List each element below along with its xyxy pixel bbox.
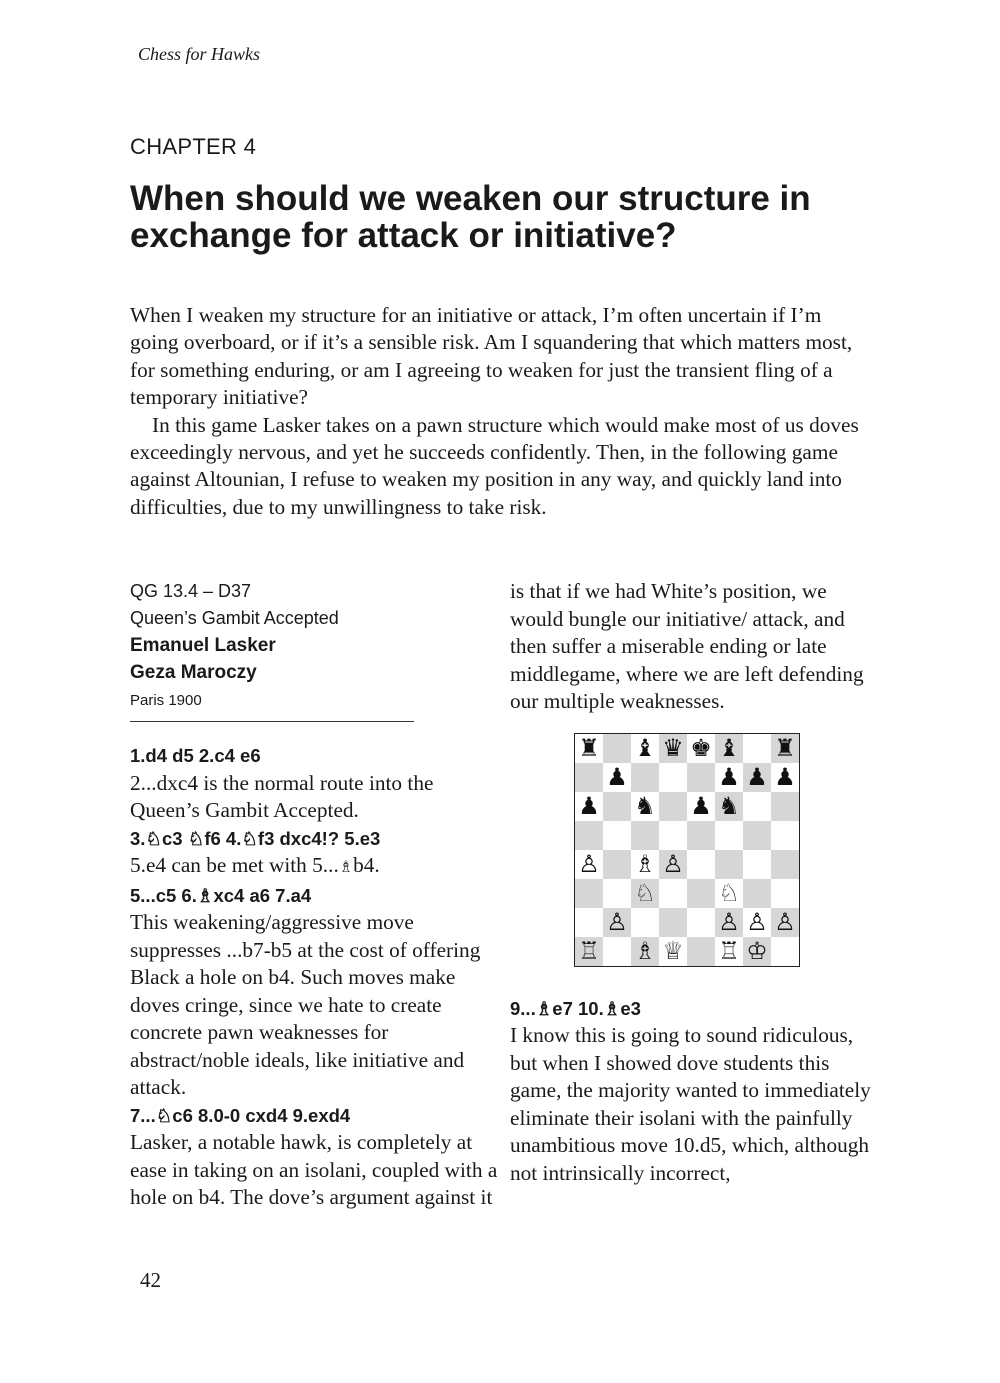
move-line: 7...♘c6 8.0-0 cxd4 9.exd4 [130,1104,351,1126]
square-g3 [743,879,771,908]
event-location: Paris 1900 [130,692,202,709]
square-g7: ♟ [743,763,771,792]
square-h1 [771,937,799,966]
square-f7: ♟ [715,763,743,792]
square-f4 [715,850,743,879]
square-g6 [743,792,771,821]
square-f3: ♘ [715,879,743,908]
square-g8 [743,734,771,763]
square-a5 [575,821,603,850]
square-c5 [631,821,659,850]
game-code: QG 13.4 – D37 [130,581,252,601]
square-e6: ♟ [687,792,715,821]
move-line: 1.d4 d5 2.c4 e6 [130,745,261,766]
square-g1: ♔ [743,937,771,966]
square-b8 [603,734,631,763]
chapter-title-line1: When should we weaken our structure in [130,179,811,218]
square-b5 [603,821,631,850]
square-c4: ♗ [631,850,659,879]
square-f8: ♝ [715,734,743,763]
square-a2 [575,908,603,937]
move-comment: I know this is going to sound ridiculous, but when I showed dove students this game, the majority wanted to immediately eliminate their isolani with the painfully unambitious move 10.d5, which, although not intrinsically incorrect, [510,1023,871,1185]
square-e2 [687,908,715,937]
square-a7 [575,763,603,792]
square-e4 [687,850,715,879]
black-player: Geza Maroczy [130,662,257,683]
white-player: Emanuel Lasker [130,635,276,656]
square-d2 [659,908,687,937]
square-b3 [603,879,631,908]
chapter-title [130,180,890,254]
move-line: 3.♘c3 ♘f6 4.♘f3 dxc4!? 5.e3 [130,827,381,849]
square-b4 [603,850,631,879]
square-f6: ♞ [715,792,743,821]
square-c6: ♞ [631,792,659,821]
square-d8: ♛ [659,734,687,763]
square-h8: ♜ [771,734,799,763]
square-a1: ♖ [575,937,603,966]
move-comment: This weakening/aggressive move suppresses ...b7-b5 at the cost of offering Black a hole on b4. Such moves make doves cringe, since we hate to create concrete pawn weaknesses for abstract/noble ideals, like initiative and attack. [130,910,481,1099]
chapter-title-line2: exchange for attack or initiative? [130,216,677,255]
square-b1 [603,937,631,966]
move-comment [130,852,502,882]
square-h2: ♙ [771,908,799,937]
square-b2: ♙ [603,908,631,937]
square-e5 [687,821,715,850]
square-c3: ♘ [631,879,659,908]
square-e8: ♚ [687,734,715,763]
square-f5 [715,821,743,850]
square-d3 [659,879,687,908]
square-g4 [743,850,771,879]
square-d7 [659,763,687,792]
intro-paragraph-1: When I weaken my structure for an initiative or attack, I’m often uncertain if I’m going overboard, or if it’s a sensible risk. Am I squandering that which matters most, for something enduring, or am I agreeing to weaken for just the transient fling of a temporary initiative? [130,303,853,410]
square-h5 [771,821,799,850]
square-g5 [743,821,771,850]
square-a3 [575,879,603,908]
square-e7 [687,763,715,792]
square-b6 [603,792,631,821]
left-column [130,578,502,1212]
square-b7: ♟ [603,763,631,792]
square-h3 [771,879,799,908]
page-number: 42 [140,1268,161,1292]
square-f1: ♖ [715,937,743,966]
chess-diagram [574,733,882,967]
square-c1: ♗ [631,937,659,966]
square-a4: ♙ [575,850,603,879]
square-d6 [659,792,687,821]
square-c7 [631,763,659,792]
move-comment: Lasker, a notable hawk, is completely at ease in taking on an isolani, coupled with a hole on b4. The dove’s argument against it [130,1130,498,1209]
divider-rule [130,721,414,722]
chapter-label: CHAPTER 4 [130,134,257,159]
square-a8: ♜ [575,734,603,763]
intro-text [130,302,870,521]
square-h7: ♟ [771,763,799,792]
right-column [510,578,882,1187]
square-h4 [771,850,799,879]
intro-paragraph-2: In this game Lasker takes on a pawn structure which would make most of us doves exceedingly nervous, and yet he succeeds confidently. Then, in the following game against Altounian, I refuse to weaken my position in any way, and quickly land into difficulties, due to my unwillingness to take risk. [130,412,859,519]
square-d5 [659,821,687,850]
move-comment: is that if we had White’s position, we would bungle our initiative/ attack, and then suffer a miserable ending or late middlegame, where we are left defending our multiple weaknesses. [510,579,864,713]
square-e1 [687,937,715,966]
square-a6: ♟ [575,792,603,821]
move-comment: 2...dxc4 is the normal route into the Queen’s Gambit Accepted. [130,770,434,822]
comment-text: b4. [353,853,380,877]
square-g2: ♙ [743,908,771,937]
move-line: 9...♗e7 10.♗e3 [510,997,641,1019]
square-f2: ♙ [715,908,743,937]
chess-board [574,733,800,967]
square-h6 [771,792,799,821]
square-e3 [687,879,715,908]
square-d4: ♙ [659,850,687,879]
square-d1: ♕ [659,937,687,966]
square-c2 [631,908,659,937]
square-c8: ♝ [631,734,659,763]
comment-text: 5.e4 can be met with 5... [130,853,339,877]
opening-name: Queen’s Gambit Accepted [130,608,339,628]
move-line: 5...c5 6.♗xc4 a6 7.a4 [130,884,312,906]
bishop-figurine-icon: ♗ [338,859,354,876]
running-head: Chess for Hawks [138,44,261,64]
